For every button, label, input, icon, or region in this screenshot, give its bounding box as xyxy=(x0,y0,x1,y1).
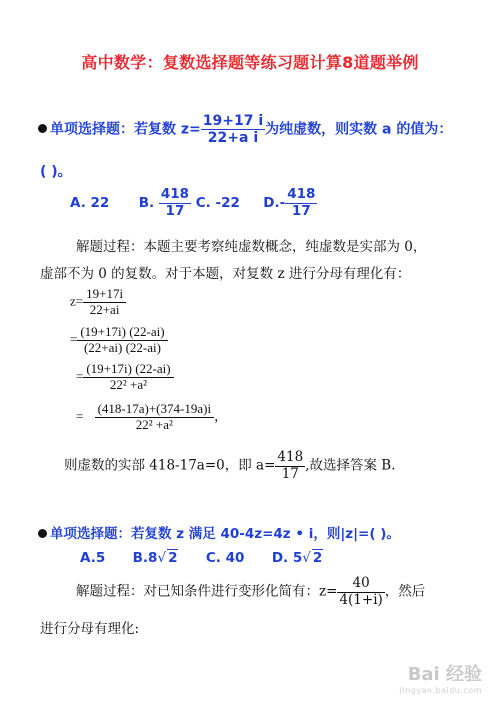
q1-step-4 xyxy=(76,402,227,433)
q1-step-4-fraction xyxy=(95,402,214,433)
q1-stem-suffix: 为纯虚数，则实数 a 的值为： xyxy=(265,121,453,138)
q2-solution-prefix: 解题过程：对已知条件进行变形化简有：z= xyxy=(76,583,338,600)
q2-option-d-prefix: D. 5 xyxy=(271,550,303,566)
q1-option-b-fraction xyxy=(159,187,191,219)
page-title: 高中数学：复数选择题等练习题计算8道题举例 xyxy=(81,53,419,72)
q1-conclusion-suffix: ,故选择答案 B. xyxy=(305,457,396,474)
q2-option-b-radicand: 2 xyxy=(168,550,178,566)
q1-step-3 xyxy=(76,362,174,393)
q1-step-2 xyxy=(70,325,168,356)
q1-fraction xyxy=(201,113,265,146)
q1-step-4-den: 22² +a² xyxy=(135,416,173,432)
q1-step-3-den: 22² +a² xyxy=(109,376,148,392)
q2-option-d-radicand: 2 xyxy=(312,550,323,566)
q2-option-b-prefix: B.8 xyxy=(132,550,158,566)
q1-step-4-prefix: = xyxy=(76,408,84,424)
bullet-icon xyxy=(38,124,47,133)
q1-step-2-fraction xyxy=(77,325,167,356)
q1-conclusion-den: 17 xyxy=(281,465,299,482)
q1-step-2-den: (22+ai) (22-ai) xyxy=(83,339,161,355)
q1-solution-line2: 虚部不为 0 的复数。对于本题，对复数 z 进行分母有理化有： xyxy=(40,266,411,282)
q1-step-3-num: (19+17i) (22-ai) xyxy=(83,362,173,378)
q1-conclusion-fraction xyxy=(275,450,305,482)
baidu-jingyan-watermark xyxy=(400,660,482,695)
q1-step-4-suffix: ， xyxy=(214,408,228,424)
q2-solution-line2: 进行分母有理化: xyxy=(40,621,140,637)
q1-option-b-prefix: B. xyxy=(138,195,155,212)
q1-option-d-num: 418 xyxy=(287,186,316,202)
sqrt-icon: √ xyxy=(157,550,167,566)
q2-option-c: C. 40 xyxy=(205,550,245,566)
q1-step-2-num: (19+17i) (22-ai) xyxy=(77,325,167,341)
sqrt-icon: √ xyxy=(302,550,311,566)
q1-options xyxy=(70,187,317,219)
q1-option-a: A. 22 xyxy=(70,195,110,212)
watermark-brand: Bai 经验 xyxy=(407,664,482,685)
q1-step-3-fraction xyxy=(83,362,173,393)
bullet-icon xyxy=(38,529,47,538)
q1-fraction-denominator: 22+a i xyxy=(207,130,259,147)
q1-step-3-prefix: = xyxy=(76,368,84,384)
q1-step-2-prefix: = xyxy=(70,331,78,347)
q1-step-1 xyxy=(70,287,126,318)
q2-solution-num: 40 xyxy=(337,576,384,593)
q1-conclusion-num: 418 xyxy=(277,449,304,465)
q1-option-d-fraction xyxy=(285,187,317,219)
q2-solution-den: 4(1+i) xyxy=(339,591,383,608)
q1-conclusion xyxy=(64,450,395,482)
q2-options xyxy=(80,549,323,566)
q1-fraction-numerator: 19+17 i xyxy=(202,113,264,129)
q1-blank: ( )。 xyxy=(40,164,72,180)
watermark-url: jingyan.baidu.com xyxy=(399,686,482,695)
q1-step-1-fraction xyxy=(83,287,126,318)
q1-option-d-den: 17 xyxy=(291,202,311,219)
q2-option-a: A.5 xyxy=(80,550,106,566)
q1-step-1-prefix: z= xyxy=(70,293,84,309)
q1-step-4-num: (418-17a)+(374-19a)i xyxy=(95,402,214,418)
q1-step-1-den: 22+ai xyxy=(89,301,120,317)
q2-solution-fraction xyxy=(337,576,384,608)
q1-option-c: C. -22 xyxy=(195,195,240,212)
q1-solution-line1: 解题过程：本题主要考察纯虚数概念，纯虚数是实部为 0， xyxy=(76,239,427,255)
q1-stem-prefix: 单项选择题：若复数 z= xyxy=(50,121,201,138)
q2-solution-line1 xyxy=(76,576,425,608)
q2-stem xyxy=(38,522,400,542)
q1-option-b-den: 17 xyxy=(165,202,185,219)
q1-step-1-num: 19+17i xyxy=(83,287,126,303)
q2-stem-text: 单项选择题：若复数 z 满足 40-4z=4z • i，则|z|=( )。 xyxy=(50,526,400,542)
q1-option-d-prefix: D.- xyxy=(263,195,286,212)
q1-conclusion-prefix: 则虚数的实部 418-17a=0，即 a= xyxy=(64,457,276,474)
q1-option-b-num: 418 xyxy=(160,186,190,202)
q1-stem xyxy=(38,113,452,146)
q2-solution-suffix: ，然后 xyxy=(384,583,426,600)
